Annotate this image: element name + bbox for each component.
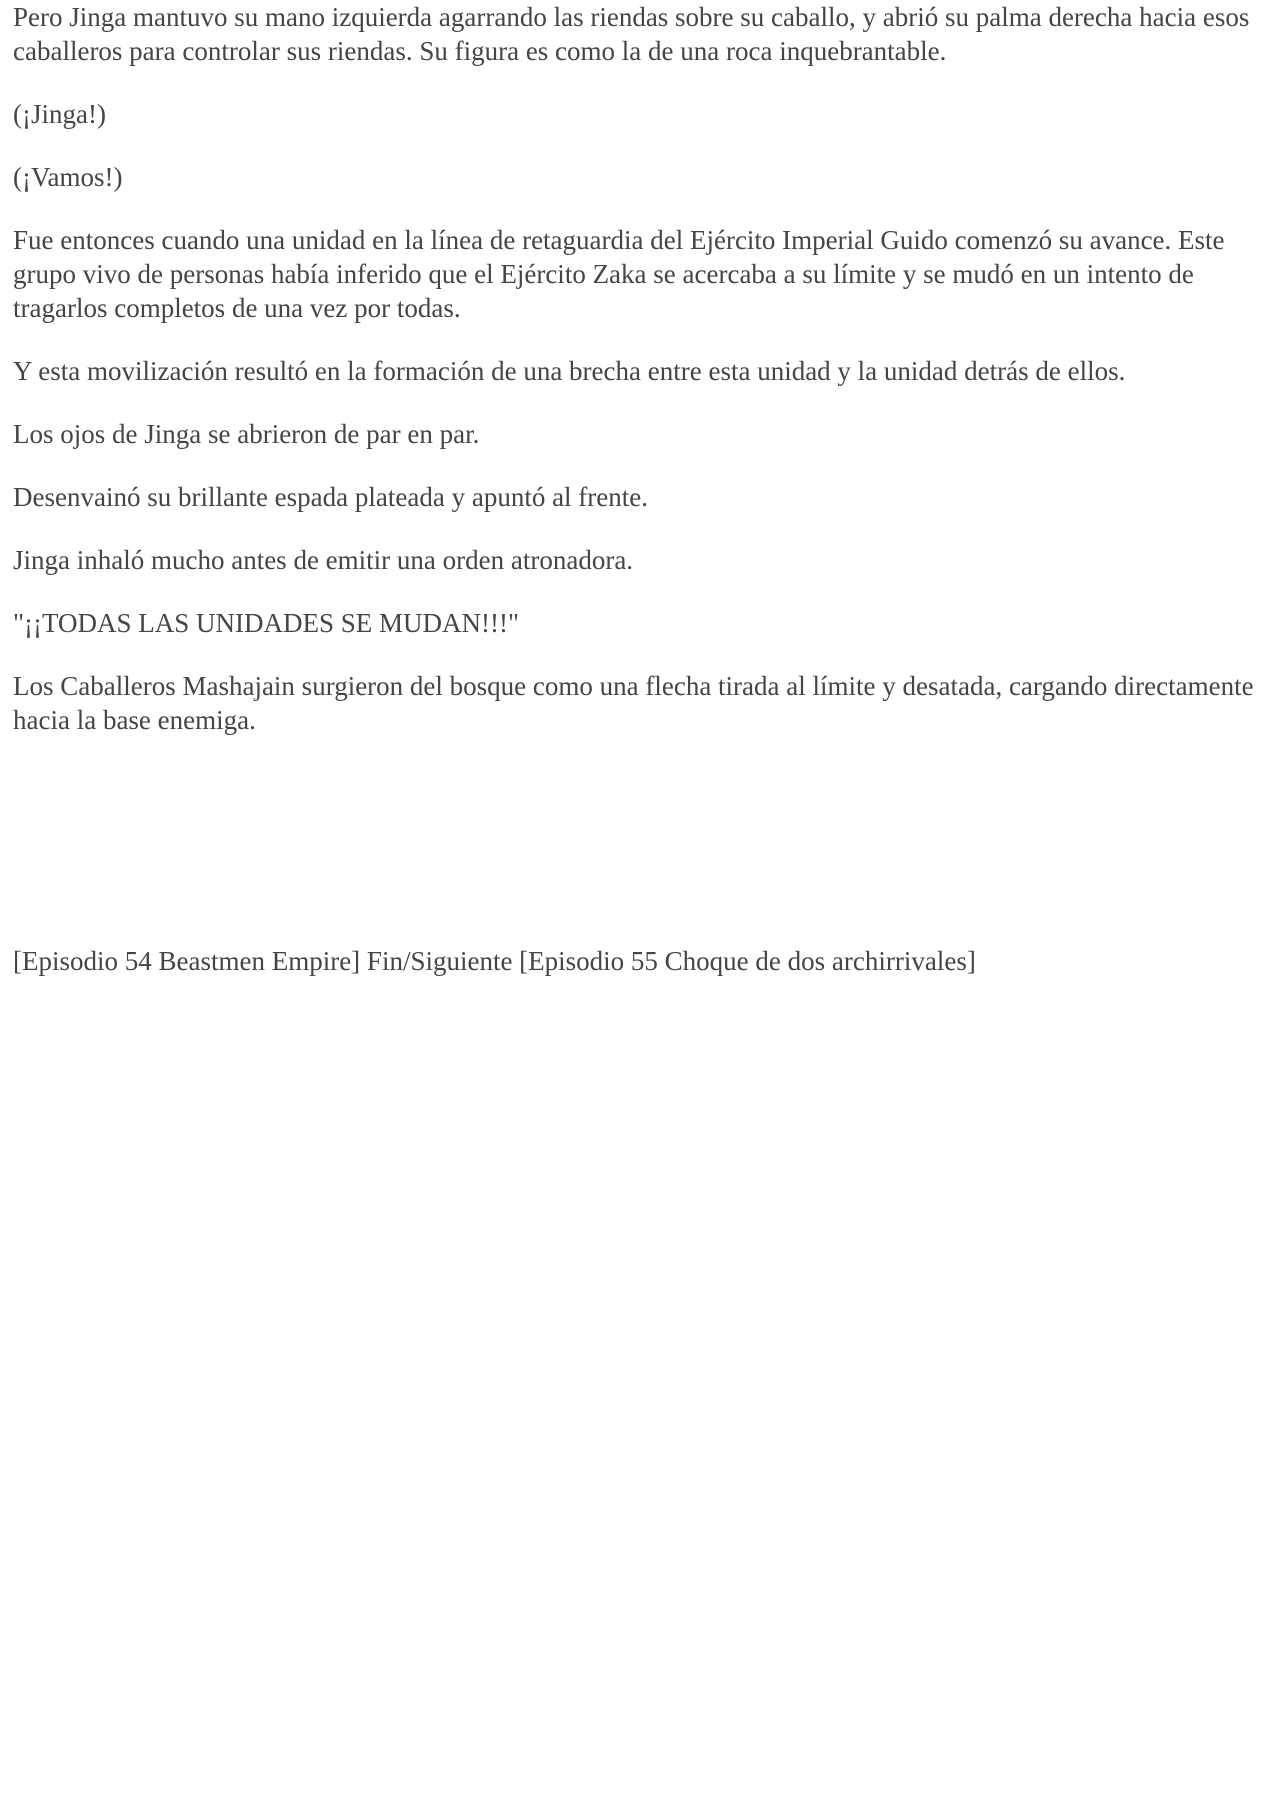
episode-footer: [Episodio 54 Beastmen Empire] Fin/Siguiente [Episodio 55 Choque de dos archirrivales]: [13, 946, 976, 976]
document-body: [13, 0, 1263, 978]
paragraph-1: Pero Jinga mantuvo su mano izquierda agarrando las riendas sobre su caballo, y abrió su palma derecha hacia esos caballeros para controlar sus riendas. Su figura es como la de una roca inquebrantable.: [13, 2, 1250, 66]
paragraph-9: "¡¡TODAS LAS UNIDADES SE MUDAN!!!": [13, 608, 520, 638]
paragraph-5: Y esta movilización resultó en la formación de una brecha entre esta unidad y la unidad detrás de ellos.: [13, 356, 1126, 386]
paragraph-8: Jinga inhaló mucho antes de emitir una orden atronadora.: [13, 545, 634, 575]
paragraph-3: (¡Vamos!): [13, 162, 123, 192]
paragraph-10: Los Caballeros Mashajain surgieron del bosque como una flecha tirada al límite y desatada, cargando directamente hacia la base enemiga.: [13, 671, 1254, 735]
paragraph-6: Los ojos de Jinga se abrieron de par en par.: [13, 419, 480, 449]
paragraph-7: Desenvainó su brillante espada plateada y apuntó al frente.: [13, 482, 649, 512]
paragraph-4: Fue entonces cuando una unidad en la línea de retaguardia del Ejército Imperial Guido comenzó su avance. Este grupo vivo de personas había inferido que el Ejército Zaka se acercaba a su límite y se mudó en un intento de tragarlos completos de una vez por todas.: [13, 225, 1225, 323]
blank-space: [13, 766, 1263, 944]
paragraph-2: (¡Jinga!): [13, 99, 106, 129]
